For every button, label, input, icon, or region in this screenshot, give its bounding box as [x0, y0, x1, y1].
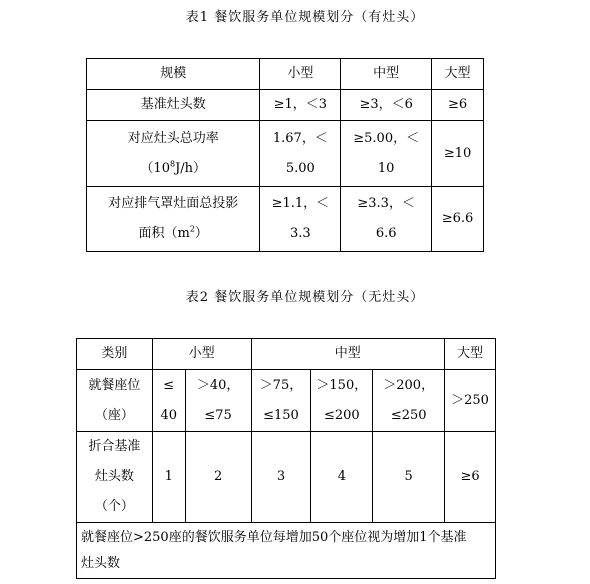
label-line: 就餐座位 [88, 377, 141, 393]
table1-row-hood-area [87, 187, 484, 252]
table2-note [77, 523, 496, 579]
cell-line: ≤150 [263, 407, 299, 423]
table2-seat-cell [311, 370, 373, 432]
label-text: J/h） [175, 160, 207, 176]
label-text: ） [194, 226, 208, 241]
superscript: 8 [169, 159, 176, 169]
cell-line: ≤75 [204, 407, 232, 423]
label-line: （个） [94, 499, 134, 514]
table1-cell-large: ≥10 [432, 121, 484, 187]
table1-header-row [87, 59, 484, 90]
table1-cell-small: ≥1，＜3 [260, 90, 341, 121]
table2-header-row [77, 339, 496, 370]
cell-line: ≤200 [323, 407, 360, 423]
table2-stove-cell: 3 [251, 432, 311, 523]
cell-line: ＞40， [196, 377, 240, 393]
label-text: （10 [140, 160, 170, 176]
table2-row-label [77, 370, 153, 432]
table1-header-small: 小型 [260, 59, 341, 90]
label-line: （座） [94, 407, 134, 423]
table1-cell-small [260, 121, 341, 187]
label-line: 灶头数 [94, 469, 134, 484]
cell-line: ＞150， [316, 377, 368, 393]
table2-stove-cell: 2 [185, 432, 251, 523]
table1-scale-classification-with-stoves [86, 58, 484, 252]
table1-cell-medium: ≥3，＜6 [341, 90, 432, 121]
table2-note-row [77, 523, 496, 579]
table2-stove-cell-large: ≥6 [445, 432, 496, 523]
table1-row-stove-count [87, 90, 484, 121]
table1-header-medium: 中型 [341, 59, 432, 90]
label-line: 对应排气罩灶面总投影 [108, 196, 239, 211]
label-line: 折合基准 [88, 439, 141, 454]
table1-cell-small [260, 187, 341, 252]
cell-line: ≥5.00，＜ [353, 130, 420, 146]
note-line: 灶头数 [81, 555, 121, 571]
table2-scale-classification-without-stoves [76, 338, 496, 579]
table1-cell-large: ≥6 [432, 90, 484, 121]
table2-caption: 表2 餐饮服务单位规模划分（无灶头） [185, 290, 425, 305]
superscript: 2 [189, 224, 195, 234]
table1-row-label [87, 187, 260, 252]
table1-cell-large: ≥6.6 [432, 187, 484, 252]
table2-seat-cell [152, 370, 185, 432]
table2-stove-cell: 4 [311, 432, 373, 523]
table2-row-equivalent-stoves [77, 432, 496, 523]
label-line [87, 154, 259, 184]
note-line: 就餐座位>250座的餐饮服务单位每增加50个座位视为增加1个基准 [81, 529, 467, 545]
cell-line: ≤250 [390, 407, 427, 423]
table2-stove-cell: 5 [373, 432, 445, 523]
cell-line: 10 [377, 160, 395, 176]
cell-line: 3.3 [290, 226, 311, 241]
table2-seat-cell [251, 370, 311, 432]
table1-cell-medium [341, 187, 432, 252]
label-text: 面积（m [138, 226, 190, 241]
cell-line: ≥3.3，＜ [357, 196, 415, 211]
table1-header-scale: 规模 [87, 59, 260, 90]
cell-line: ＞200， [383, 377, 435, 393]
table2-header-large: 大型 [445, 339, 496, 370]
table2-row-label [77, 432, 153, 523]
table2-row-seats [77, 370, 496, 432]
cell-line: 6.6 [375, 226, 397, 241]
table2-seat-cell-large: ＞250 [445, 370, 496, 432]
table1-header-large: 大型 [432, 59, 484, 90]
table1-caption: 表1 餐饮服务单位规模划分（有灶头） [185, 10, 425, 25]
table1-cell-medium [341, 121, 432, 187]
cell-line: ≤ [163, 377, 175, 393]
cell-line: ＞75， [259, 377, 303, 393]
label-line: 对应灶头总功率 [127, 130, 219, 146]
table2-seat-cell [185, 370, 251, 432]
cell-line: ≥1.1，＜ [271, 196, 330, 211]
cell-line: 5.00 [285, 160, 315, 176]
table1-row-label [87, 121, 260, 187]
table1-row-stove-power [87, 121, 484, 187]
table2-stove-cell: 1 [152, 432, 185, 523]
table2-header-medium: 中型 [251, 339, 445, 370]
table1-row-label: 基准灶头数 [87, 90, 260, 121]
table2-header-small: 小型 [152, 339, 251, 370]
cell-line: 1.67，＜ [272, 130, 328, 146]
cell-line: 40 [160, 407, 178, 423]
table2-seat-cell [373, 370, 445, 432]
table2-header-category: 类别 [77, 339, 153, 370]
label-line [87, 219, 259, 249]
